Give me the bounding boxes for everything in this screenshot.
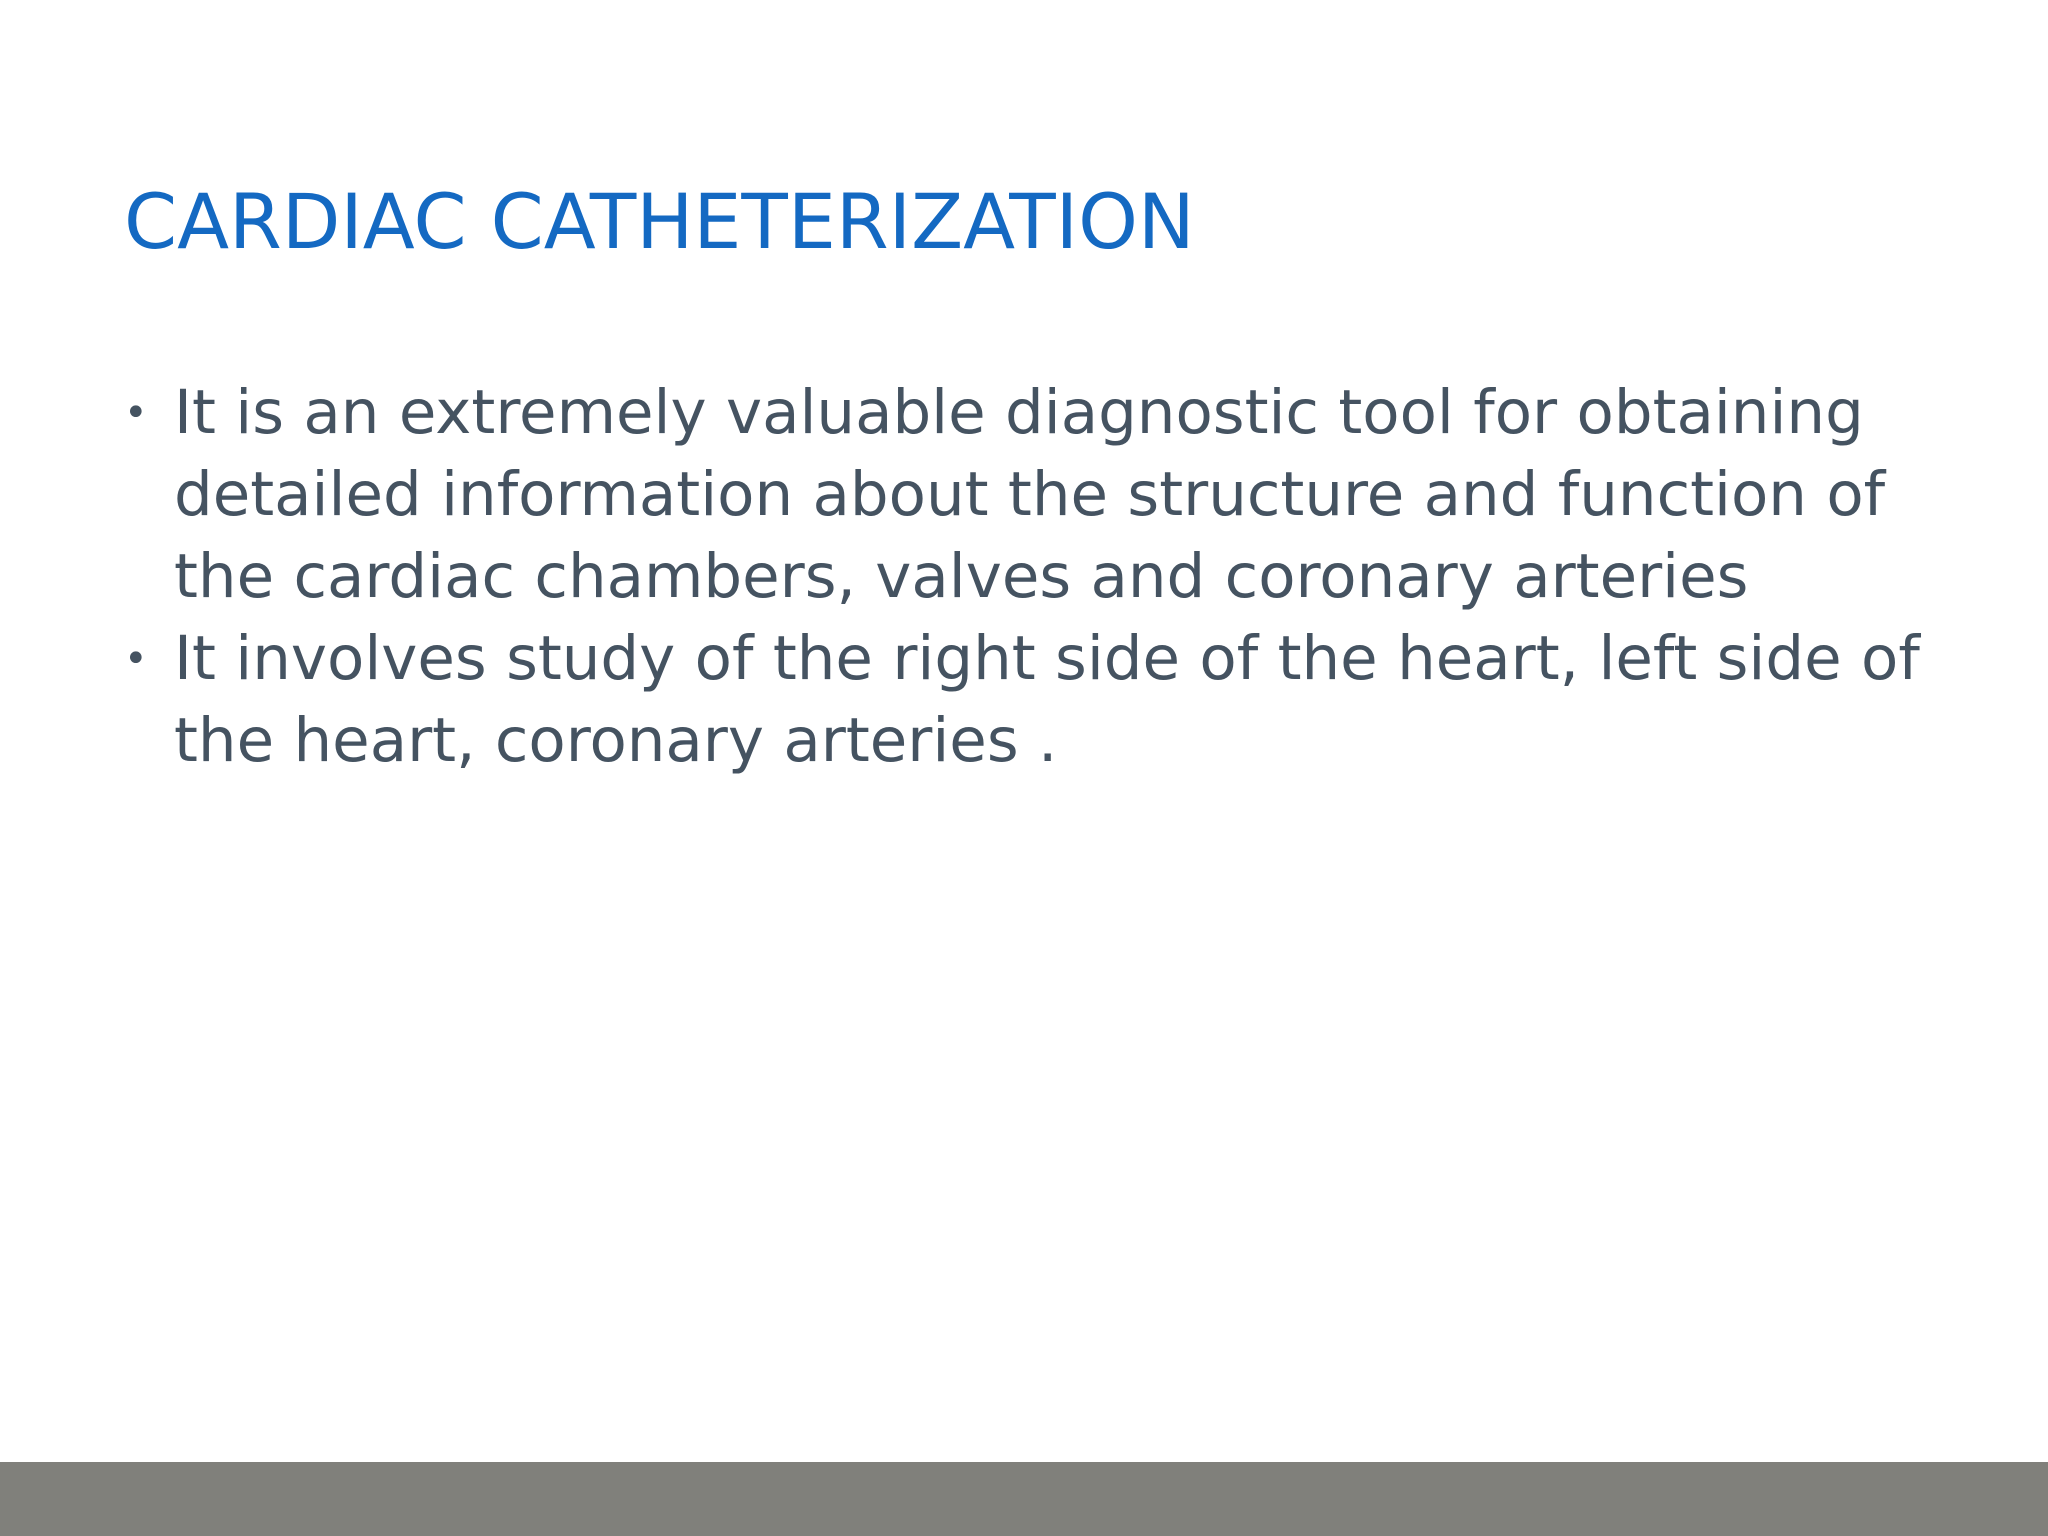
- bullet-text: It is an extremely valuable diagnostic tool for obtaining detailed information about the structure and function of the cardiac chambers, valves and coronary arteries: [174, 377, 1886, 612]
- bullet-marker: •: [124, 636, 148, 682]
- footer-bar: [0, 1462, 2048, 1536]
- bullet-text: It involves study of the right side of the heart, left side of the heart, coronary arteries .: [174, 623, 1920, 776]
- bullet-list: [124, 372, 1984, 782]
- bullet-item: [124, 618, 1984, 782]
- slide-title: CARDIAC CATHETERIZATION: [124, 177, 1195, 266]
- bullet-marker: •: [124, 390, 148, 436]
- bullet-item: [124, 372, 1984, 618]
